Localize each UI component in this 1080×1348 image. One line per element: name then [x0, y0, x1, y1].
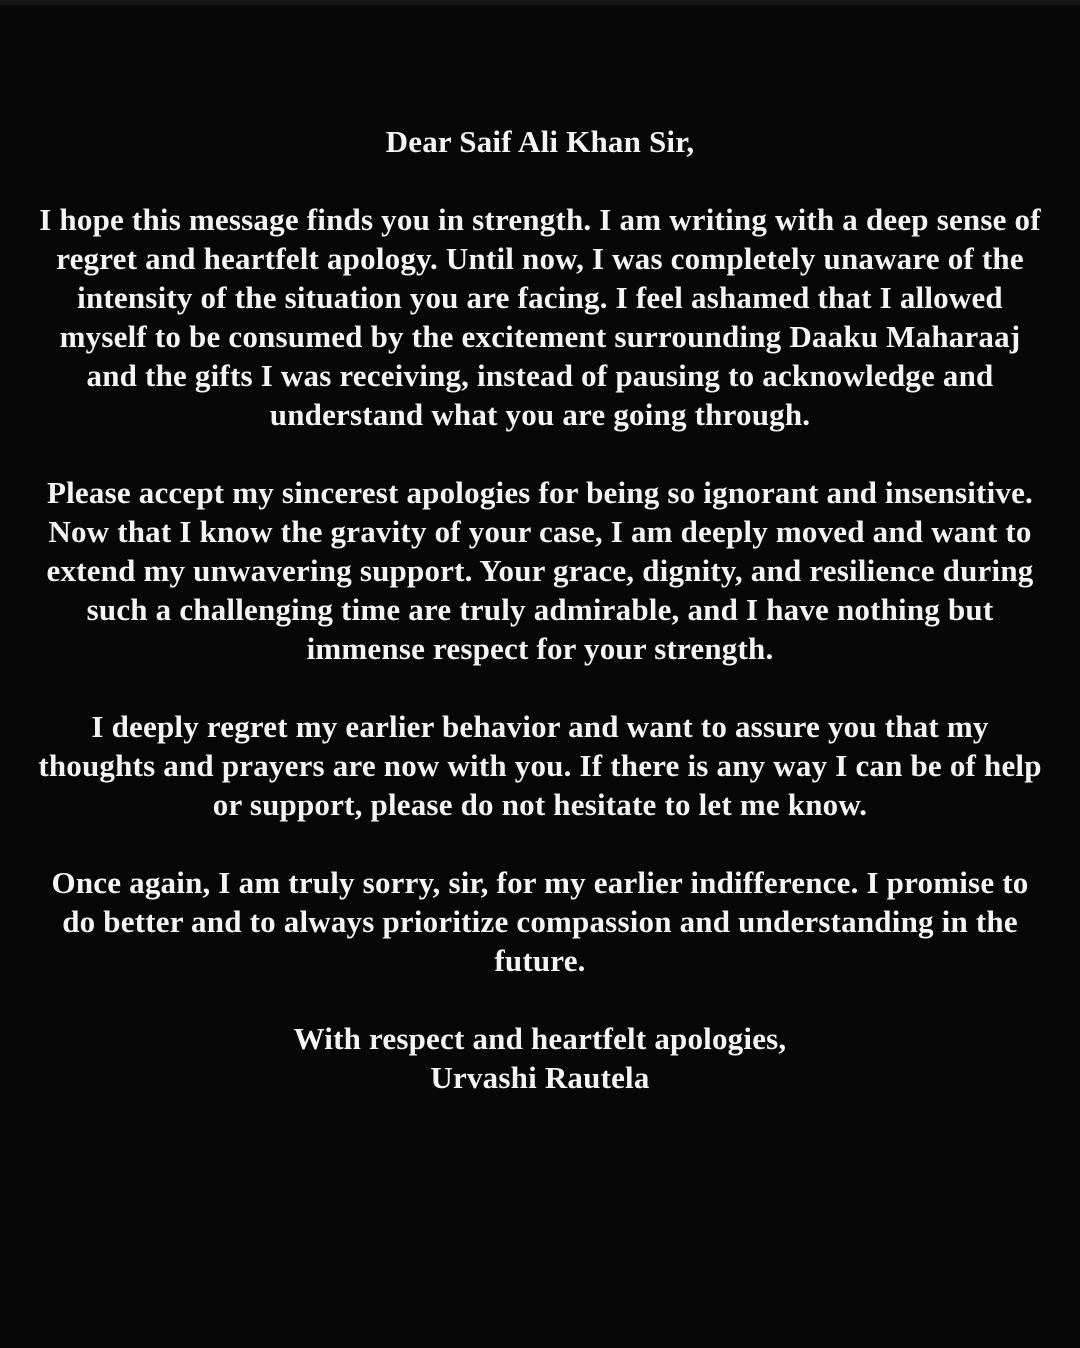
letter-body: [38, 200, 1042, 980]
letter-closing-block: [38, 1019, 1042, 1097]
letter-closing: With respect and heartfelt apologies,: [293, 1021, 787, 1056]
letter-signature: Urvashi Rautela: [430, 1060, 650, 1095]
letter-paragraph: Please accept my sincerest apologies for being so ignorant and insensitive. Now that I know the gravity of your case, I am deeply moved and want to extend my unwavering support. Your grace, dignity, and resilience during such a challenging time are truly admirable, and I have nothing but immense respect for your strength.: [46, 475, 1034, 666]
letter-paragraph: I deeply regret my earlier behavior and want to assure you that my thoughts and prayers are now with you. If there is any way I can be of help or support, please do not hesitate to let me know.: [38, 709, 1042, 822]
top-edge-shade: [0, 0, 1080, 5]
letter-paragraph: I hope this message finds you in strength. I am writing with a deep sense of regret and heartfelt apology. Until now, I was completely unaware of the intensity of the situation you are facing. I feel ashamed that I allowed myself to be consumed by the excitement surrounding Daaku Maharaaj and the gifts I was receiving, instead of pausing to acknowledge and understand what you are going through.: [39, 202, 1041, 432]
letter-salutation: Dear Saif Ali Khan Sir,: [385, 124, 695, 159]
letter-paragraph: Once again, I am truly sorry, sir, for my earlier indifference. I promise to do better and to always prioritize compassion and understanding in the future.: [51, 865, 1029, 978]
apology-letter: [38, 0, 1042, 1097]
